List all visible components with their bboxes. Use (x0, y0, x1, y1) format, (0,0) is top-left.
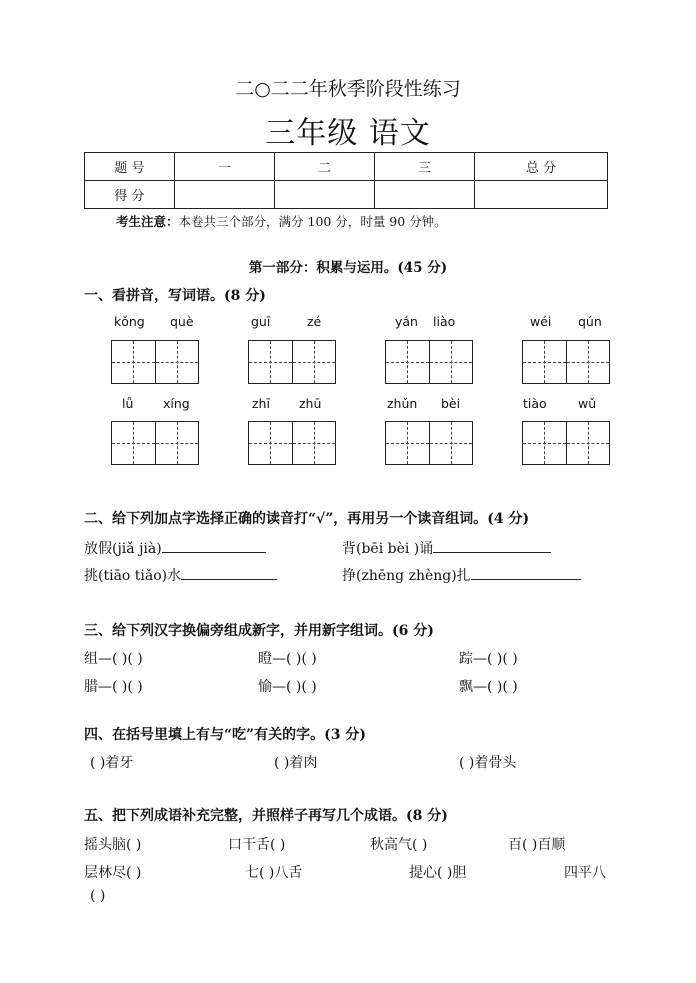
writing-grid[interactable] (248, 340, 336, 384)
exam-title-main: 三年级 语文 (265, 116, 431, 151)
q3-item[interactable]: 瞪—( )( ) (258, 651, 317, 667)
q2-item-text: 放假(jiǎ jià) (84, 541, 162, 557)
score-col-label: 题 号 (85, 153, 175, 181)
score-table-row-score (85, 181, 608, 209)
score-cell[interactable] (375, 181, 475, 209)
score-cell[interactable] (175, 181, 275, 209)
pinyin: tiào (523, 396, 547, 411)
q4-item[interactable]: ( )着牙 (90, 755, 134, 771)
q3-item[interactable]: 踪—( )( ) (459, 651, 518, 667)
pinyin: zhū (299, 396, 322, 411)
q5-item[interactable]: 四平八 (564, 865, 606, 881)
pinyin: yán (395, 314, 418, 329)
q3-item[interactable]: 愉—( )( ) (258, 679, 317, 695)
q2-item-text: 挣(zhēng zhèng)扎 (342, 568, 471, 584)
answer-blank[interactable] (181, 565, 277, 580)
q2-item-2 (342, 538, 551, 558)
exam-notice (116, 212, 447, 230)
q5-item[interactable]: 口干舌( ) (228, 837, 286, 853)
q4-item[interactable]: ( )着肉 (274, 755, 318, 771)
answer-blank[interactable] (162, 538, 266, 553)
score-col-2: 二 (275, 153, 375, 181)
pinyin: zé (307, 314, 322, 329)
q5-item[interactable]: 提心( )胆 (409, 865, 467, 881)
q3-title: 三、给下列汉字换偏旁组成新字，并用新字组词。(6 分) (84, 623, 434, 639)
pinyin: guī (251, 314, 271, 329)
score-col-1: 一 (175, 153, 275, 181)
score-cell[interactable] (475, 181, 608, 209)
score-row-label: 得 分 (85, 181, 175, 209)
pinyin: zhǔn (387, 396, 418, 411)
pinyin: kǒng (114, 314, 145, 329)
score-cell[interactable] (275, 181, 375, 209)
pinyin: què (170, 314, 194, 329)
answer-blank[interactable] (433, 538, 551, 553)
pinyin: liào (433, 314, 456, 329)
q3-item[interactable]: 腊—( )( ) (84, 679, 143, 695)
pinyin: bèi (441, 396, 461, 411)
writing-grid[interactable] (111, 340, 199, 384)
q3-item[interactable]: 组—( )( ) (84, 651, 143, 667)
writing-grid[interactable] (248, 421, 336, 465)
writing-grid[interactable] (111, 421, 199, 465)
q5-item[interactable]: ( ) (90, 888, 106, 904)
writing-grid[interactable] (522, 421, 610, 465)
q2-item-text: 挑(tiāo tiǎo)水 (84, 568, 182, 584)
q2-item-3 (84, 565, 277, 585)
q5-item[interactable]: 七( )八舌 (245, 865, 303, 881)
pinyin: xíng (163, 396, 190, 411)
writing-grid[interactable] (522, 340, 610, 384)
score-col-3: 三 (375, 153, 475, 181)
notice-label: 考生注意： (116, 214, 179, 229)
q5-item[interactable]: 摇头脑( ) (84, 837, 142, 853)
q3-item[interactable]: 飘—( )( ) (459, 679, 518, 695)
q2-item-1 (84, 538, 266, 558)
pinyin: zhī (252, 396, 270, 411)
notice-text: 本卷共三个部分，满分 100 分，时量 90 分钟。 (178, 214, 447, 229)
part1-title: 第一部分：积累与运用。(45 分) (248, 260, 448, 276)
q5-item[interactable]: 百( )百顺 (508, 837, 566, 853)
q4-item[interactable]: ( )着骨头 (459, 755, 517, 771)
q2-item-text: 背(bēi bèi )诵 (342, 541, 434, 557)
q2-item-4 (342, 565, 581, 585)
answer-blank[interactable] (471, 565, 581, 580)
score-col-total: 总 分 (475, 153, 608, 181)
pinyin: lǚ (122, 396, 134, 411)
q1-title: 一、看拼音，写词语。(8 分) (84, 288, 266, 304)
q5-item[interactable]: 秋高气( ) (370, 837, 428, 853)
q4-title: 四、在括号里填上有与“吃”有关的字。(3 分) (84, 727, 366, 743)
pinyin: wéi (530, 314, 552, 329)
score-table-row-header (85, 153, 608, 181)
pinyin: wǔ (578, 396, 597, 411)
q2-title: 二、给下列加点字选择正确的读音打“√”，再用另一个读音组词。(4 分) (84, 511, 530, 527)
q5-item[interactable]: 层林尽( ) (84, 865, 142, 881)
pinyin: qún (578, 314, 602, 329)
exam-title-top: 二○二二年秋季阶段性练习 (235, 78, 461, 100)
writing-grid[interactable] (385, 340, 473, 384)
score-table (84, 152, 608, 209)
writing-grid[interactable] (385, 421, 473, 465)
q5-title: 五、把下列成语补充完整，并照样子再写几个成语。(8 分) (84, 808, 448, 824)
